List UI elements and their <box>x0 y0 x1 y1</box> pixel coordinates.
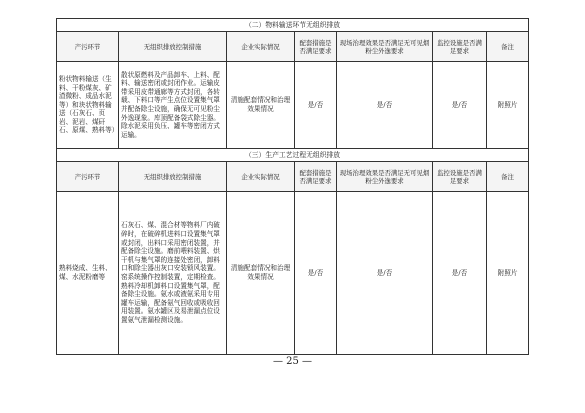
header-monitor: 监控设施是否满足要求 <box>433 32 487 62</box>
cell-link: 粉状物料输送（生料、干粉煤灰、矿渣微粉、成品水泥等）和块状物料输送（石灰石、页岩、泥岩、煤矸石、原煤、熟料等） <box>57 62 119 149</box>
cell-link: 熟料烧成、生料、煤、水泥粉磨等 <box>57 192 119 355</box>
section2-title: （二）物料输送环节无组织排放 <box>57 19 529 32</box>
cell-note: 附照片 <box>487 62 529 149</box>
header-effect: 现场治理效果是否满足无可见烟粉尘外逸要求 <box>337 162 433 192</box>
cell-measures: 石灰石、煤、混合材等物料厂内破碎时，在破碎机进料口设置集气罩或封闭，出料口采用密闭装置，并配备除尘设施。磨前喂料装置、烘干机与集气罩的连接处密闭，卸料口和除尘器出灰口安装锁风装置。窑系统操作控制装置，定期检查。熟料冷却机卸料口设置集气罩，配备除尘设施。氨水或液氨采用专用罐车运输，配备氨气回收或吸收回用装置。氨水罐区及易泄漏点位设置氨气泄漏检测设施。 <box>119 192 227 355</box>
header-monitor: 监控设施是否满足要求 <box>433 162 487 192</box>
cell-actual[interactable]: 清施配套情况和治理效果情况 <box>227 192 295 355</box>
cell-effect[interactable]: 是/否 <box>337 192 433 355</box>
inspection-table <box>56 18 529 355</box>
cell-meets[interactable]: 是/否 <box>295 62 337 149</box>
cell-monitor[interactable]: 是/否 <box>433 192 487 355</box>
header-measures: 无组织排放控制措施 <box>119 32 227 62</box>
header-actual: 企业实际情况 <box>227 32 295 62</box>
inspection-form <box>56 18 528 355</box>
cell-monitor[interactable]: 是/否 <box>433 62 487 149</box>
cell-effect[interactable]: 是/否 <box>337 62 433 149</box>
header-effect: 现场治理效果是否满足无可见烟粉尘外逸要求 <box>337 32 433 62</box>
header-meets: 配套措施是否满足要求 <box>295 162 337 192</box>
section3-header-row <box>57 162 529 192</box>
section3-title: （三）生产工艺过程无组织排放 <box>57 149 529 162</box>
header-actual: 企业实际情况 <box>227 162 295 192</box>
header-measures: 无组织排放控制措施 <box>119 162 227 192</box>
cell-meets[interactable]: 是/否 <box>295 192 337 355</box>
header-meets: 配套措施是否满足要求 <box>295 32 337 62</box>
header-link: 产污环节 <box>57 162 119 192</box>
header-note: 备注 <box>487 162 529 192</box>
table-row <box>57 62 529 149</box>
section2-header-row <box>57 32 529 62</box>
table-row <box>57 192 529 355</box>
cell-note: 附照片 <box>487 192 529 355</box>
header-note: 备注 <box>487 32 529 62</box>
cell-actual[interactable]: 清施配套情况和治理效果情况 <box>227 62 295 149</box>
header-link: 产污环节 <box>57 32 119 62</box>
page-number: — 25 — <box>272 356 313 367</box>
cell-measures: 散状原燃料及产品卸车、上料、配料、输送密闭或封闭作业。运输皮带采用皮带通廊等方式封闭，各转载、下料口等产生点位设置集气罩并配备除尘设施，确保无可见粉尘外逸现象。库顶配备袋式除尘器。除水泥采用负压、罐车等密闭方式运输。 <box>119 62 227 149</box>
